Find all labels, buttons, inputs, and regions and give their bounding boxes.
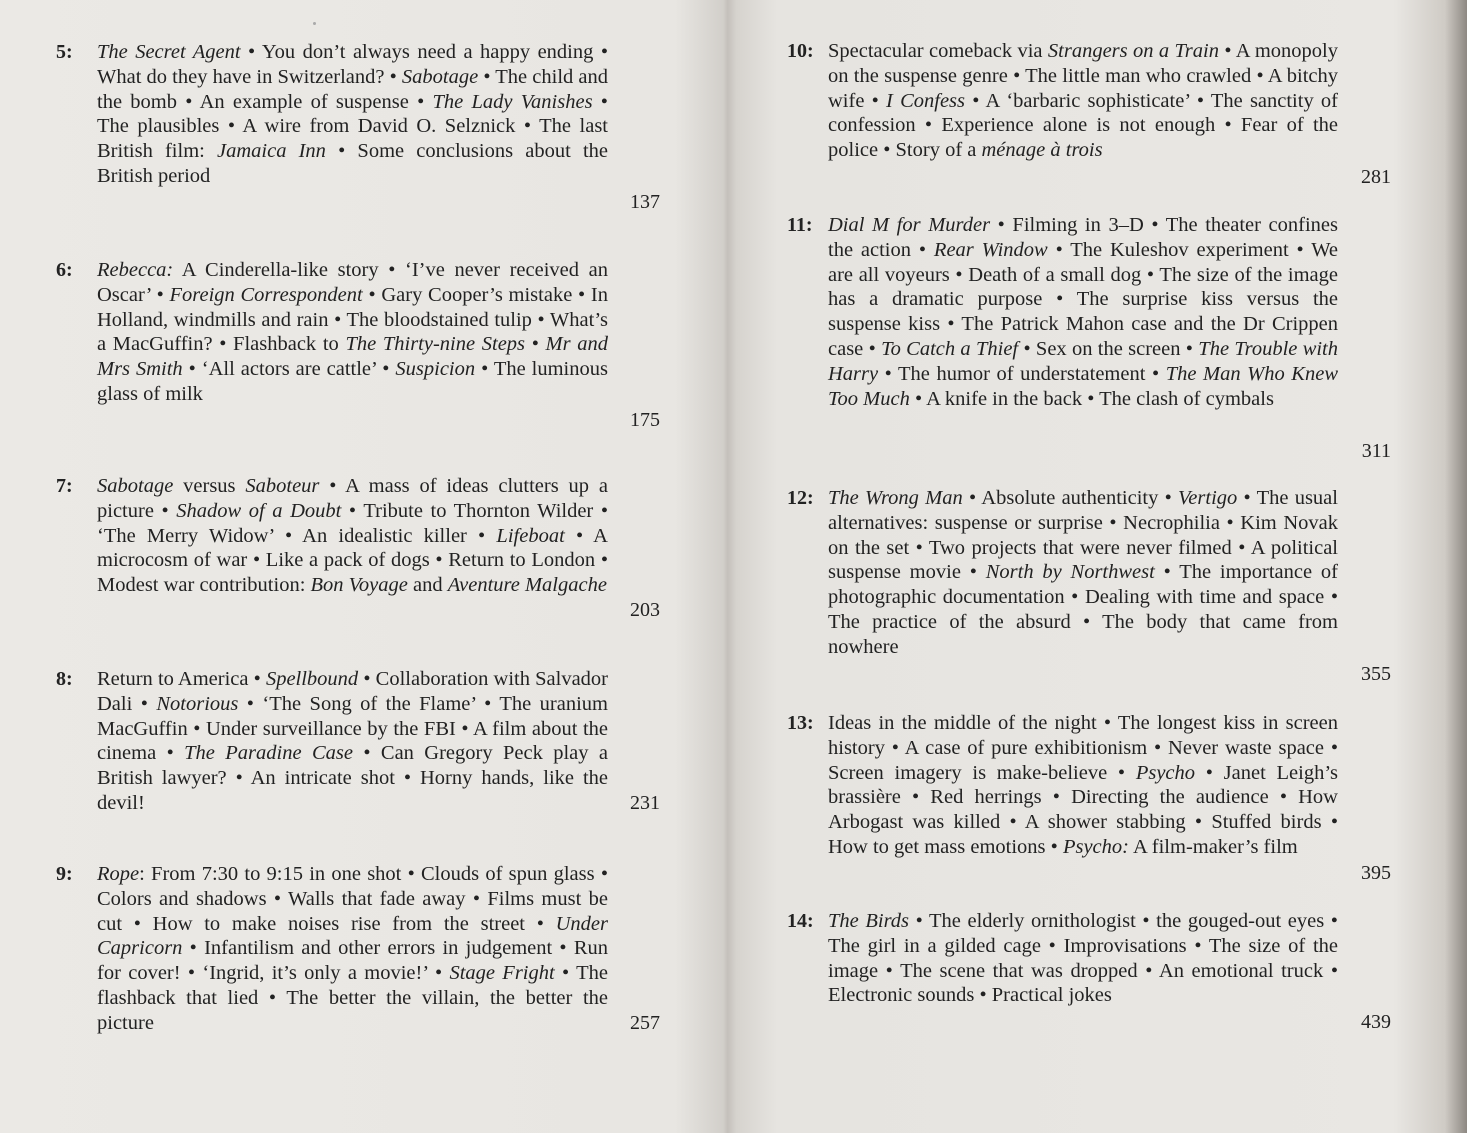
chapter-number: 13: [787, 712, 814, 734]
chapter-topics [97, 474, 608, 598]
page-number: 231 [630, 792, 660, 814]
page-number: 395 [1361, 862, 1391, 884]
topic-text: • Filming in 3–D • The theater confines the action • [828, 214, 1338, 261]
topic-text: Spectacular comeback via [828, 40, 1048, 62]
topic-text: Ideas in the middle of the night • The longest kiss in screen history • A case of pure exhibitionism • Never waste space • Screen imagery is make-believe • [828, 712, 1338, 784]
paper-speck [313, 22, 316, 25]
chapter-number: 5: [56, 41, 73, 63]
italic-title: Rope [97, 863, 140, 885]
topic-text: • Tribute to Thornton Wilder • ‘The Merry Widow’ • An idealistic killer • [97, 499, 609, 547]
italic-title: Shadow of a Doubt [176, 499, 342, 522]
toc-entry [56, 862, 660, 1042]
topic-text: • The luminous glass of milk [97, 358, 608, 405]
topic-text: • The child and the bomb • An example of suspense • [97, 65, 608, 113]
toc-entry [787, 711, 1391, 891]
chapter-topics [828, 39, 1338, 163]
italic-title: Aventure Malgache [447, 574, 607, 597]
toc-entry [56, 474, 660, 629]
page-number: 257 [630, 1012, 660, 1034]
italic-title: Vertigo [1178, 487, 1238, 509]
chapter-number: 10: [787, 40, 814, 62]
italic-title: Under Capricorn [97, 912, 608, 960]
chapter-number: 9: [56, 863, 73, 885]
page-number: 311 [1361, 440, 1391, 462]
italic-title: The Lady Vanishes [432, 90, 593, 113]
italic-title: ménage à trois [981, 139, 1103, 162]
italic-title: Psycho: [1062, 835, 1129, 858]
topic-text: • A ‘barbaric sophisticate’ • The sanctity of confession • Experience alone is not enough • Fear of the police • Story of a [828, 89, 1338, 162]
italic-title: Strangers on a Train [1047, 40, 1219, 62]
topic-text: • A microcosm of war • Like a pack of dogs • Return to London • Modest war contribution: [97, 524, 608, 597]
italic-title: Lifeboat [496, 524, 565, 547]
topic-text: • Infantilism and other errors in judgement • Run for cover! • ‘Ingrid, it’s only a movie!’ • [97, 937, 608, 985]
toc-entry [787, 909, 1391, 1039]
italic-title: The Wrong Man [828, 487, 963, 509]
italic-title: Rear Window [933, 238, 1048, 261]
italic-title: Stage Fright [449, 962, 555, 985]
italic-title: North by Northwest [985, 561, 1155, 584]
italic-title: The Trouble with Harry [828, 337, 1339, 385]
italic-title: I Confess [886, 89, 965, 112]
italic-title: Sabotage [97, 475, 174, 497]
topic-text: • ‘The Song of the Flame’ • The uranium MacGuffin • Under surveillance by the FBI • A film about the cinema • [97, 692, 608, 765]
italic-title: Saboteur [245, 475, 320, 497]
topic-text: • The usual alternatives: suspense or surprise • Necrophilia • Kim Novak on the set • Two projects that were never filmed • A political suspense movie • [828, 487, 1338, 584]
italic-title: To Catch a Thief [881, 337, 1019, 360]
toc-entry [56, 40, 660, 220]
chapter-topics [828, 486, 1338, 660]
chapter-topics [97, 862, 608, 1036]
topic-text: • The elderly ornithologist • the gouged-out eyes • The girl in a gilded cage • Improvisations • The size of the image • The scene that was dropped • An emotional truck • Electronic sounds • Practical jokes [828, 910, 1338, 1007]
page-number: 137 [630, 191, 660, 213]
topic-text: • The humor of understatement • [878, 362, 1166, 385]
italic-title: Notorious [156, 692, 239, 715]
italic-title: Mr and Mrs Smith [97, 333, 608, 381]
topic-text: • A mass of ideas clutters up a picture • [97, 475, 608, 522]
topic-text: • Can Gregory Peck play a British lawyer? • An intricate shot • Horny hands, like the devil! [97, 742, 608, 814]
topic-text: • The plausibles • A wire from David O. Selznick • The last British film: [97, 90, 608, 163]
topic-text: • You don’t always need a happy ending • What do they have in Switzerland? • [97, 41, 608, 88]
chapter-topics [828, 213, 1338, 411]
italic-title: Rebecca: [97, 259, 174, 281]
topic-text: : From 7:30 to 9:15 in one shot • Clouds of spun glass • Colors and shadows • Walls that fade away • Films must be cut • How to make noises rise from the street • [97, 863, 608, 935]
topic-text: A film-maker’s film [1128, 835, 1298, 858]
toc-entry [787, 486, 1391, 691]
topic-text: • A monopoly on the suspense genre • The little man who crawled • A bitchy wife • [828, 40, 1338, 112]
page-number: 203 [630, 599, 660, 621]
topic-text: • Some conclusions about the British period [97, 140, 608, 187]
chapter-topics [828, 909, 1338, 1008]
topic-text: • Collaboration with Salvador Dali • [97, 668, 608, 715]
italic-title: The Man Who Knew Too Much [828, 362, 1338, 410]
page-number: 355 [1361, 663, 1391, 685]
topic-text: • Sex on the screen • [1018, 337, 1199, 360]
topic-text: • A knife in the back • The clash of cymbals [909, 387, 1274, 410]
topic-text: A Cinderella-like story • ‘I’ve never received an Oscar’ • [97, 259, 608, 306]
topic-text: • The flashback that lied • The better the villain, the better the picture [97, 962, 609, 1034]
toc-entry [56, 667, 660, 822]
chapter-topics [97, 667, 608, 816]
page-number: 281 [1361, 166, 1391, 188]
italic-title: The Thirty-nine Steps [345, 333, 526, 356]
italic-title: Spellbound [265, 668, 359, 690]
italic-title: The Secret Agent [97, 41, 241, 63]
toc-entry [787, 213, 1391, 468]
italic-title: Jamaica Inn [217, 140, 326, 163]
topic-text: • Gary Cooper’s mistake • In Holland, windmills and rain • The bloodstained tulip • What’s a MacGuffin? • Flashback to [97, 283, 608, 356]
page-number: 439 [1361, 1011, 1391, 1033]
chapter-number: 7: [56, 475, 73, 497]
toc-entry [787, 39, 1391, 194]
topic-text: • Absolute authenticity • [962, 487, 1179, 509]
page-number: 175 [630, 409, 660, 431]
topic-text: • Janet Leigh’s brassière • Red herrings • Directing the audience • How Arbogast was killed • A shower stabbing • Stuffed birds • How to get mass emotions • [828, 761, 1338, 858]
italic-title: Psycho [1135, 761, 1196, 784]
topic-text: Return to America • [97, 668, 266, 690]
chapter-number: 11: [787, 214, 813, 236]
chapter-number: 12: [787, 487, 814, 509]
chapter-number: 8: [56, 668, 73, 690]
topic-text: versus [173, 475, 246, 497]
italic-title: Dial M for Murder [828, 214, 991, 236]
chapter-topics [97, 40, 608, 189]
italic-title: Suspicion [395, 358, 476, 381]
topic-text: • [525, 333, 546, 356]
italic-title: Foreign Correspondent [169, 283, 363, 306]
topic-text: • ‘All actors are cattle’ • [182, 358, 396, 381]
italic-title: Bon Voyage [310, 574, 408, 597]
topic-text: • The importance of photographic documentation • Dealing with time and space • The practice of the absurd • The body that came from nowhere [828, 561, 1338, 658]
topic-text: and [407, 574, 448, 597]
chapter-topics [828, 711, 1338, 860]
italic-title: The Birds [828, 910, 910, 932]
italic-title: The Paradine Case [184, 742, 353, 765]
italic-title: Sabotage [401, 65, 479, 88]
topic-text: • The Kuleshov experiment • We are all voyeurs • Death of a small dog • The size of the image has a dramatic purpose • The surprise kiss versus the suspense kiss • The Patrick Mahon case and the Dr Crippen case • [828, 238, 1339, 360]
chapter-number: 6: [56, 259, 73, 281]
chapter-number: 14: [787, 910, 814, 932]
toc-entry [56, 258, 660, 438]
chapter-topics [97, 258, 608, 407]
